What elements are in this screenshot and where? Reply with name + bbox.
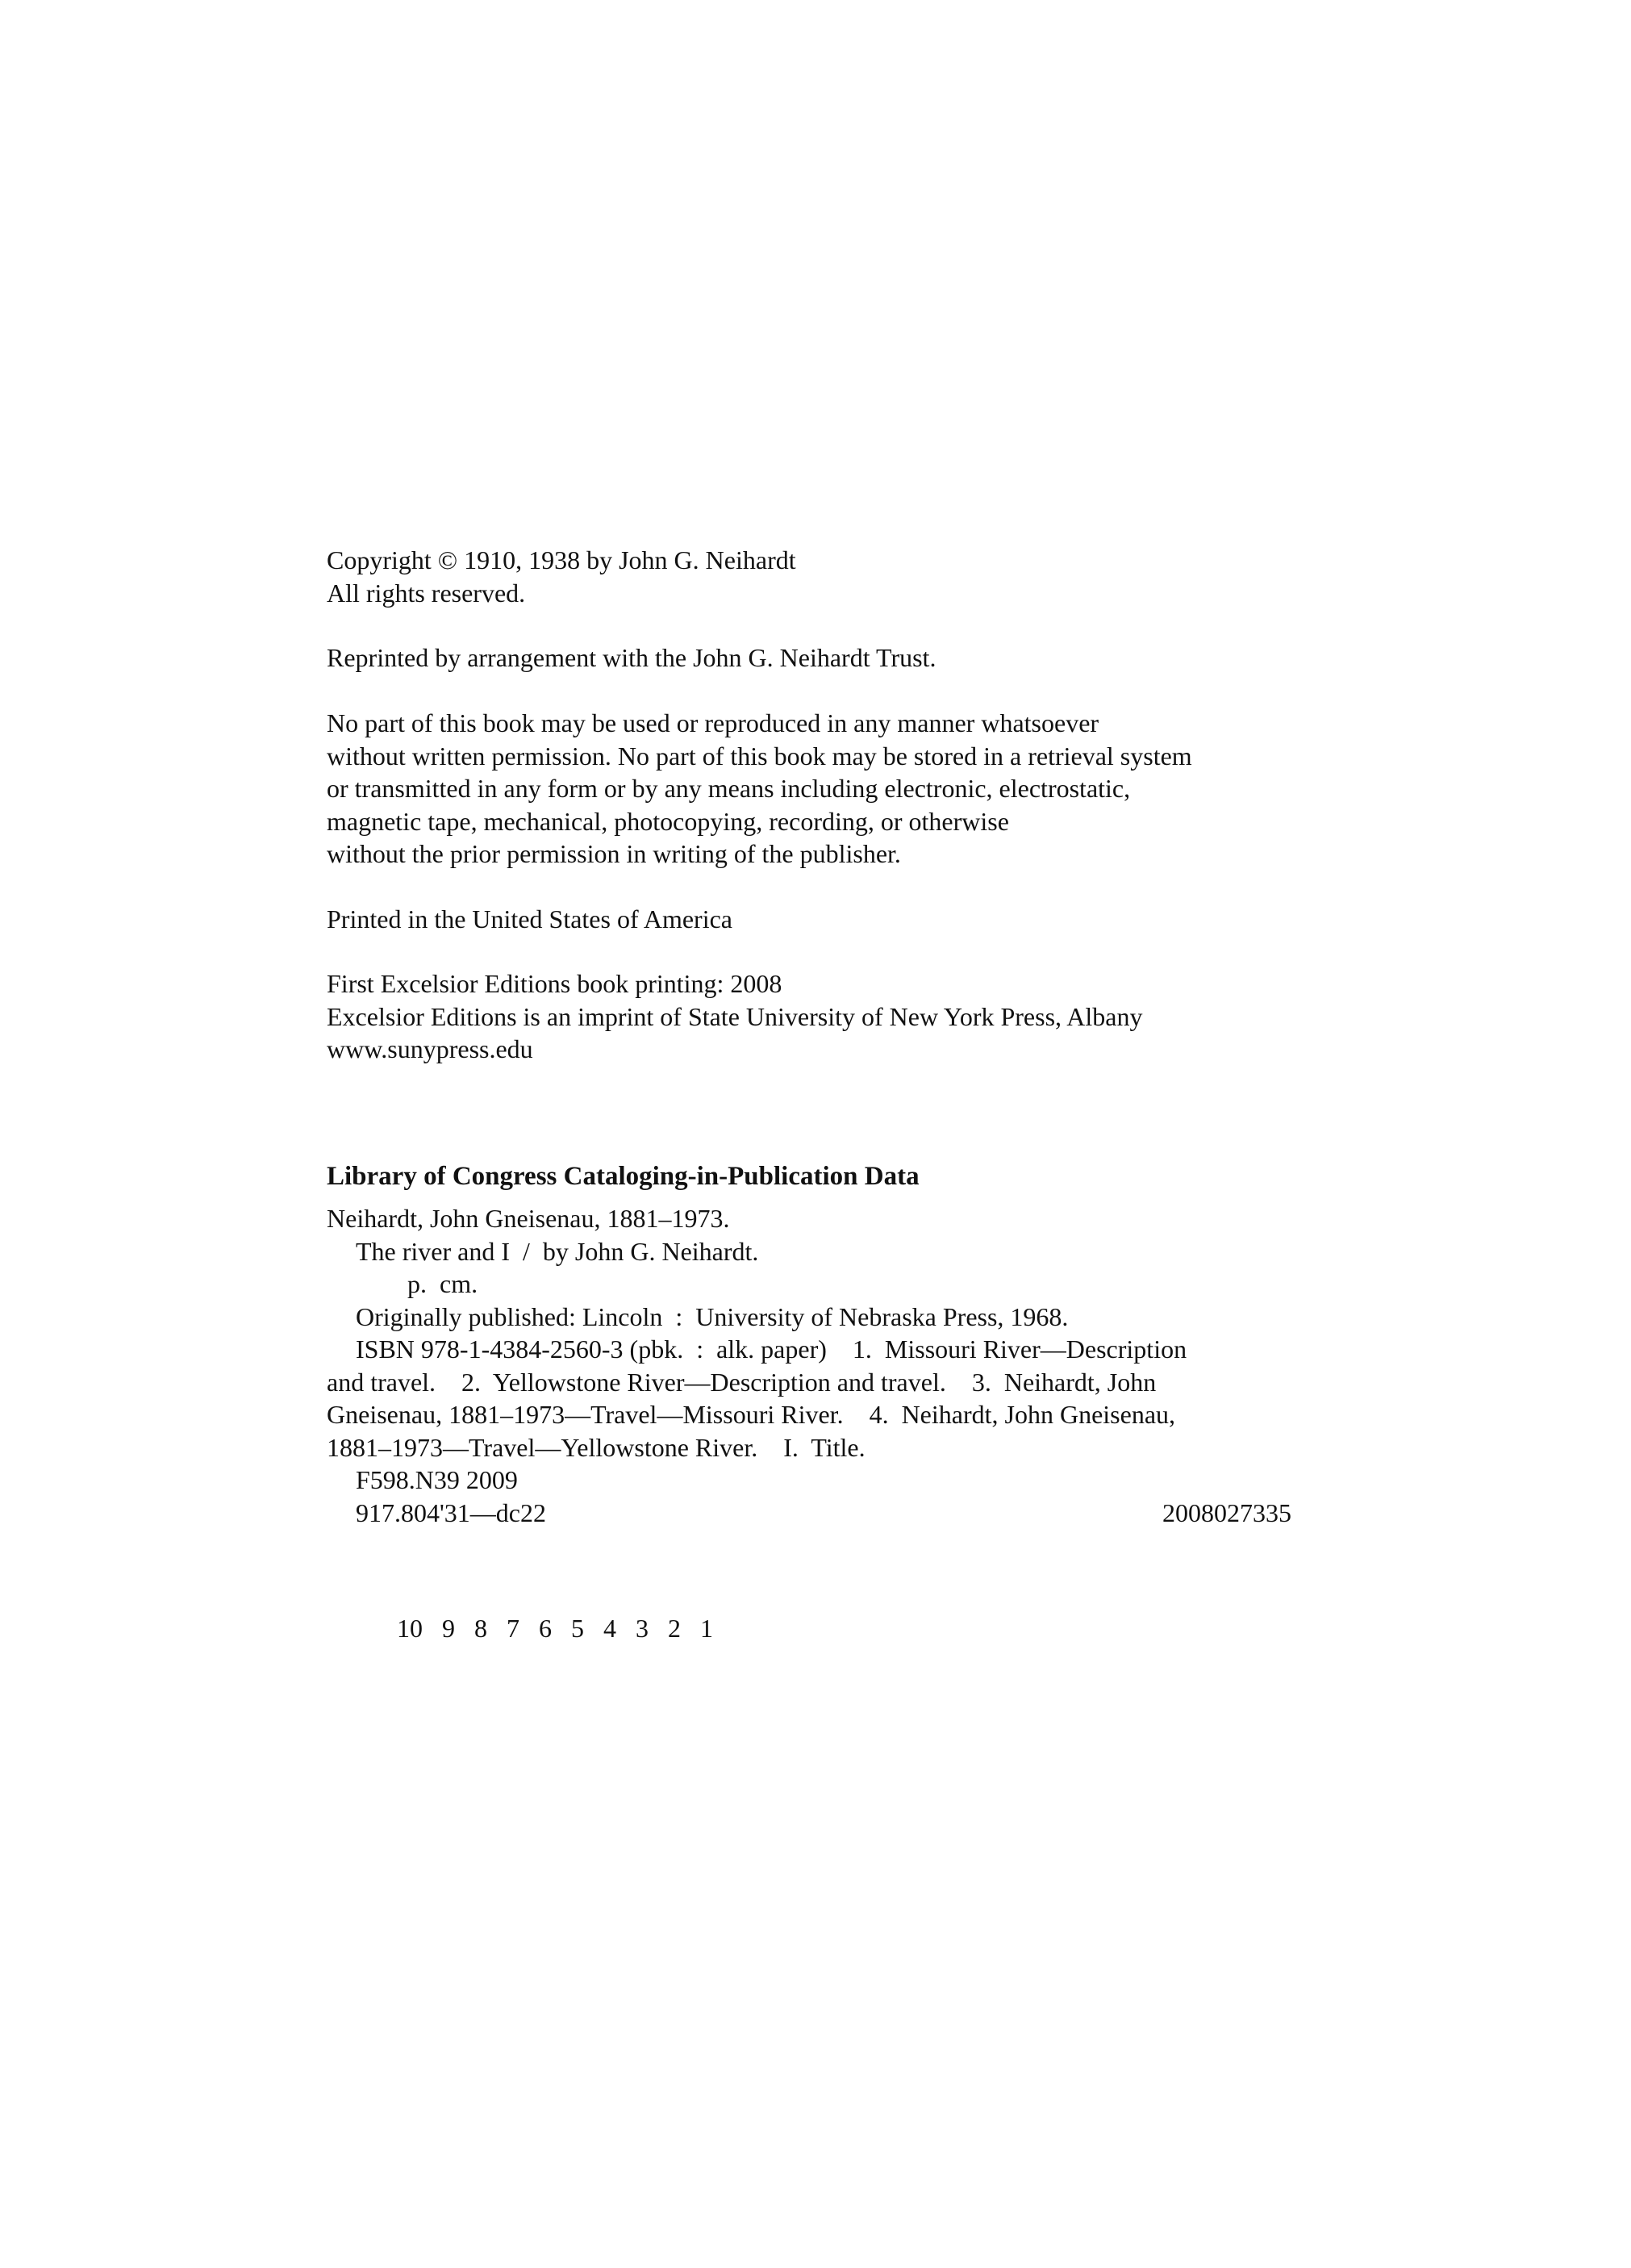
cip-dewey: 917.804'31—dc22 <box>356 1497 546 1527</box>
printing-number: 7 <box>507 1614 519 1643</box>
permission-notice <box>327 707 1327 871</box>
printing-number: 5 <box>571 1614 584 1643</box>
printing-number-line <box>371 1580 732 1677</box>
printing-number: 4 <box>603 1614 616 1643</box>
cip-dewey-row <box>327 1497 1291 1530</box>
permission-line: or transmitted in any form or by any means including electronic, electrostatic, <box>327 774 1131 803</box>
cip-original: Originally published: Lincoln : University of Nebraska Press, 1968. <box>356 1301 1069 1331</box>
printing-number: 6 <box>539 1614 552 1643</box>
copyright-line: Copyright © 1910, 1938 by John G. Neihardt <box>327 545 796 574</box>
cip-isbn-line: ISBN 978-1-4384-2560-3 (pbk. : alk. paper) 1. Missouri River—Description <box>356 1334 1187 1364</box>
printing-number: 9 <box>442 1614 455 1643</box>
cip-subject-line: 1881–1973—Travel—Yellowstone River. I. Title. <box>327 1432 866 1462</box>
imprint-line: Excelsior Editions is an imprint of State University of New York Press, Albany <box>327 1001 1143 1031</box>
cip-subject-line: Gneisenau, 1881–1973—Travel—Missouri River. 4. Neihardt, John Gneisenau, <box>327 1400 1176 1429</box>
printing-number: 2 <box>668 1614 681 1643</box>
cip-lccn: 2008027335 <box>1162 1497 1291 1527</box>
cip-pages: p. cm. <box>407 1269 478 1298</box>
rights-reserved-line: All rights reserved. <box>327 578 526 608</box>
printing-number: 10 <box>397 1614 423 1643</box>
cip-author: Neihardt, John Gneisenau, 1881–1973. <box>327 1204 730 1233</box>
permission-line: without the prior permission in writing of the publisher. <box>327 839 901 868</box>
permission-line: No part of this book may be used or reproduced in any manner whatsoever <box>327 708 1099 737</box>
reprint-line: Reprinted by arrangement with the John G. Neihardt Trust. <box>327 643 936 672</box>
printing-line: First Excelsior Editions book printing: 2008 <box>327 969 782 998</box>
publisher-notice <box>327 967 1327 1066</box>
permission-line: without written permission. No part of this book may be stored in a retrieval system <box>327 741 1192 771</box>
printing-number: 1 <box>700 1614 713 1643</box>
printed-in-notice <box>327 903 1327 936</box>
reprint-notice <box>327 641 1327 675</box>
permission-line: magnetic tape, mechanical, photocopying, recording, or otherwise <box>327 806 1009 836</box>
copyright-notice <box>327 544 1327 609</box>
publisher-url: www.sunypress.edu <box>327 1034 533 1063</box>
cip-title: The river and I / by John G. Neihardt. <box>356 1236 759 1266</box>
cip-heading: Library of Congress Cataloging-in-Publication Data <box>327 1162 920 1191</box>
printing-number: 3 <box>636 1614 649 1643</box>
cip-data <box>327 1202 1327 1529</box>
printing-number: 8 <box>474 1614 487 1643</box>
cip-subject-line: and travel. 2. Yellowstone River—Description and travel. 3. Neihardt, John <box>327 1367 1157 1397</box>
printed-in-line: Printed in the United States of America <box>327 904 732 934</box>
cip-lc-class: F598.N39 2009 <box>356 1465 518 1494</box>
